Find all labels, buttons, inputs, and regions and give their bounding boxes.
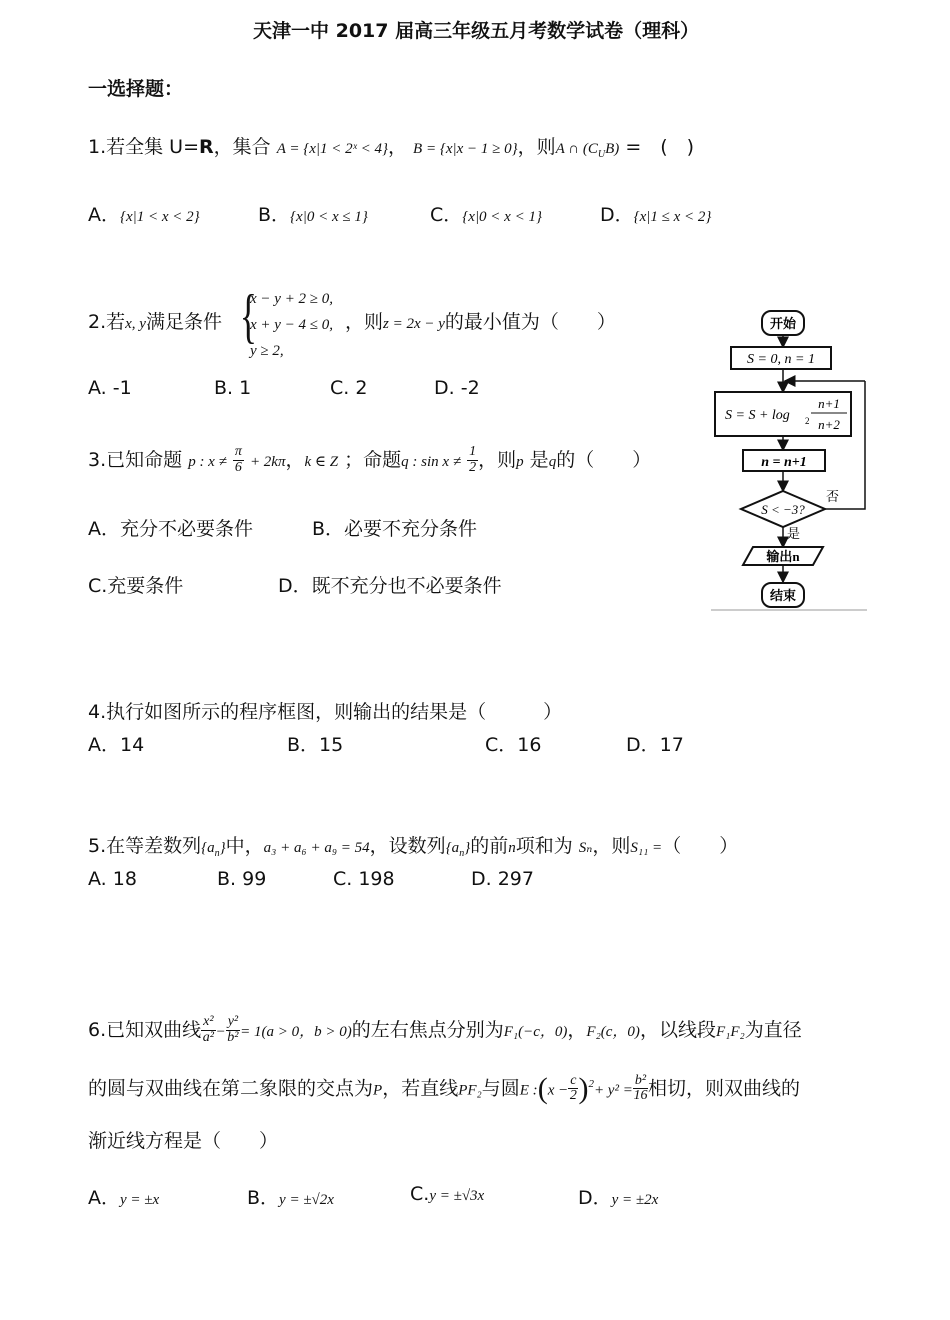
q1-option-a: A．{x|1 < x < 2}	[88, 204, 200, 226]
q2-condition: x − y + 2 ≥ 0,	[250, 291, 334, 307]
page-title: 天津一中 2017 届高三年级五月考数学试卷（理科）	[253, 20, 700, 42]
q5-option-d: D. 297	[471, 868, 534, 890]
q1-set-a: A = {x|1 < 2ˣ < 4}	[276, 141, 388, 157]
q1-answer-slot: = ( )	[625, 136, 695, 158]
q1-option-c: C．{x|0 < x < 1}	[430, 204, 542, 226]
q6-y2-over-b2: $\frac{\text{y²}}{\text{b²}}$	[227, 1014, 239, 1045]
q1-sep: ，	[387, 136, 407, 158]
q3-option-b: B．必要不充分条件	[312, 518, 478, 540]
q2-constraints	[250, 286, 333, 364]
q1-option-d: D．{x|1 ≤ x < 2}	[600, 204, 712, 226]
flow-update-den: n+2	[818, 417, 840, 432]
q2-option-a: A. -1	[88, 377, 132, 399]
q2-option-d: D. -2	[434, 377, 480, 399]
q6-option-b: B．y = ±√2x	[247, 1187, 334, 1209]
q5-option-b: B. 99	[217, 868, 267, 890]
q5-sequence: $\{a_n\}$	[201, 840, 226, 859]
q1-expression: A ∩ $(C_UB)$	[555, 141, 620, 160]
q5-option-a: A. 18	[88, 868, 137, 890]
question-6-line-2: 的圆与双曲线在第二象限的交点为P，若直线PF₂与圆E :(x − $\frac{c}{2}$ )$^2$+ y² = $\frac{\text{b²}}{16}$ 相切，则双曲线的	[88, 1071, 801, 1105]
flow-no-label: 否	[826, 489, 840, 504]
q6-option-d: D．y = ±2x	[578, 1187, 659, 1209]
q1-R: R	[199, 136, 214, 158]
q4-option-a: A．14	[88, 734, 145, 756]
q2-condition: x + y − 4 ≤ 0,	[250, 317, 334, 333]
q2-option-b: B. 1	[214, 377, 252, 399]
question-1-stem	[88, 132, 694, 160]
flow-update-base: 2	[805, 416, 810, 426]
q3-option-a: A．充分不必要条件	[88, 518, 253, 540]
q6-x2-over-a2: $\frac{\text{x²}}{\text{a²}}$	[202, 1014, 214, 1045]
q1-text: 1.若全集 U=	[88, 136, 199, 158]
flow-end-label: 结束	[769, 588, 797, 603]
q1-option-b: B．{x|0 < x ≤ 1}	[258, 204, 368, 226]
flow-update-num: n+1	[818, 396, 840, 411]
flow-update-label: S = S + log	[725, 408, 790, 423]
q4-option-d: D．17	[626, 734, 684, 756]
q3-pi-over-6: $\frac{\pi}{6}$	[234, 444, 242, 475]
q5-sequence: $\{a_n\}$	[445, 840, 471, 859]
question-3-stem: 3.已知命题 p : x ≠ $\frac{\pi}{6}$ + 2kπ，k ∈ Z ；命题q : sin x ≠ $\frac{1}{2}$ ，则p 是q的（ ）	[88, 444, 652, 475]
flow-increment-label: n = n+1	[761, 455, 807, 470]
q2-option-c: C. 2	[330, 377, 368, 399]
q1-set-b: B = {x|x − 1 ≥ 0}	[413, 141, 518, 157]
q3-option-c: C.充要条件	[88, 575, 184, 597]
flow-start-label: 开始	[769, 316, 797, 331]
question-6-line-1: 6.已知双曲线 $\frac{\text{x²}}{\text{a²}}$ − $\frac{\text{y²}}{\text{b²}}$ = 1(a > 0，b > 0)的左右焦点分别为F₁(−c，0)，F₂(c，0)，以线段F₁F₂为直径	[88, 1014, 802, 1045]
q2-brace: {	[239, 283, 258, 349]
q6-option-a: A．y = ±x	[88, 1187, 160, 1209]
q6-option-c: C.y = ±√3x	[410, 1183, 485, 1205]
flow-decision-label: S < −3?	[761, 502, 805, 517]
flow-output-label: 输出n	[766, 549, 800, 564]
question-2-stem-end: ，则z = 2x − y的最小值为（ ）	[345, 311, 616, 333]
q3-option-d: D．既不充分也不必要条件	[278, 575, 502, 597]
q4-option-b: B．15	[287, 734, 344, 756]
question-2-stem-start: 2.若x, y满足条件	[88, 311, 222, 333]
q6-b2-over-16: $\frac{\text{b²}}{16}$	[633, 1072, 648, 1104]
q1-text: ，则	[517, 136, 556, 158]
question-4-stem: 4.执行如图所示的程序框图，则输出的结果是（ ）	[88, 701, 563, 723]
q2-condition: y ≥ 2,	[250, 343, 284, 359]
q5-option-c: C. 198	[333, 868, 395, 890]
flowchart	[705, 300, 875, 615]
question-5-stem: 5.在等差数列$\{a_n\}$中，a₃ + a₆ + a₉ = 54，设数列$\{a_n\}$的前n项和为 Sₙ，则S₁₁ =（ ）	[88, 835, 739, 859]
q3-one-half: $\frac{1}{2}$	[469, 444, 477, 475]
q1-text: ，集合	[213, 136, 271, 158]
question-6-line-3: 渐近线方程是（ ）	[88, 1130, 279, 1152]
q4-option-c: C．16	[485, 734, 542, 756]
section-heading: 一选择题：	[88, 78, 184, 100]
flow-yes-label: 是	[787, 526, 801, 541]
flow-init-label: S = 0, n = 1	[747, 352, 815, 367]
q6-c-over-2: $\frac{c}{2}$	[569, 1072, 577, 1104]
